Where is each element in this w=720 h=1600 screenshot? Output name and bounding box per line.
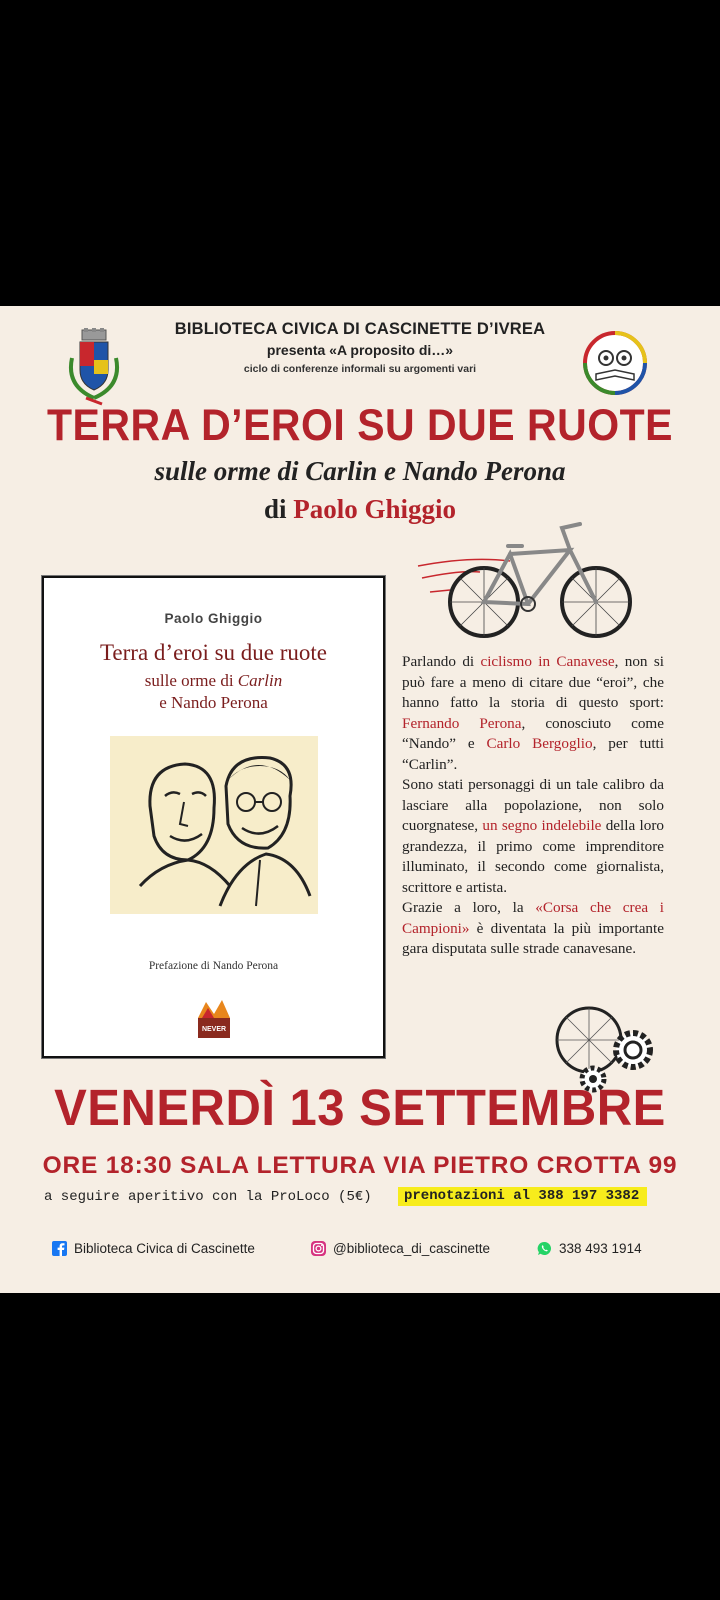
facebook-link xyxy=(52,1241,255,1256)
facebook-icon xyxy=(52,1241,67,1256)
event-poster xyxy=(0,306,720,1293)
portrait-illustration xyxy=(110,736,318,914)
instagram-link xyxy=(311,1241,490,1256)
book-cover xyxy=(42,576,385,1058)
event-date: VENERDÌ 13 SETTEMBRE xyxy=(54,1079,666,1137)
publisher-logo xyxy=(194,996,234,1040)
event-time-place: ORE 18:30 SALA LETTURA VIA PIETRO CROTTA 99 xyxy=(42,1152,678,1179)
instagram-icon xyxy=(311,1241,326,1256)
booking-info: prenotazioni al 388 197 3382 xyxy=(398,1187,647,1206)
whatsapp-icon xyxy=(537,1241,552,1256)
book-subtitle-line2: e Nando Perona xyxy=(159,693,268,712)
instagram-handle: @biblioteca_di_cascinette xyxy=(333,1241,491,1256)
event-subtitle: sulle orme di Carlin e Nando Perona xyxy=(154,456,566,486)
svg-text:NEVER: NEVER xyxy=(201,1026,227,1033)
library-name: BIBLIOTECA CIVICA DI CASCINETTE D’IVREA xyxy=(174,320,546,338)
series-presentation: presenta «A proposito di…» xyxy=(266,342,454,358)
aperitivo-note: a seguire aperitivo con la ProLoco (5€) xyxy=(44,1189,372,1205)
book-subtitle-line1: sulle orme di Carlin xyxy=(144,671,283,690)
whatsapp-contact xyxy=(537,1241,642,1256)
event-title: TERRA D’EROI SU DUE RUOTE xyxy=(46,400,674,450)
phone-number: 338 493 1914 xyxy=(559,1241,642,1256)
book-author: Paolo Ghiggio xyxy=(164,611,263,626)
author-prefix: di xyxy=(263,494,287,524)
book-preface: Prefazione di Nando Perona xyxy=(148,960,279,972)
series-description: ciclo di conferenze informali su argomenti vari xyxy=(243,363,477,375)
event-description: Parlando di ciclismo in Canavese, non si può fare a meno di citare due “eroi”, che hanno fatto la storia di questo sport: Fernando Perona, conosciuto come “Nando” e Carlo Bergoglio, per tutti “Carlin”. Sono stati personaggi di un tale calibro da lasciare alla popolazione, non solo cuorgnatese, un segno indelebile della loro grandezza, il primo come imprenditore illuminato, il secondo come giornalista, scrittore e artista. Grazie a loro, la «Corsa che crea i Campioni» è diventata la più importante gara disputata sulle strade canavesane. xyxy=(402,653,664,957)
facebook-handle: Biblioteca Civica di Cascinette xyxy=(74,1241,255,1256)
bicycle-icon xyxy=(410,516,650,646)
book-title: Terra d’eroi su due ruote xyxy=(99,640,327,665)
author-name: Paolo Ghiggio xyxy=(293,494,457,524)
